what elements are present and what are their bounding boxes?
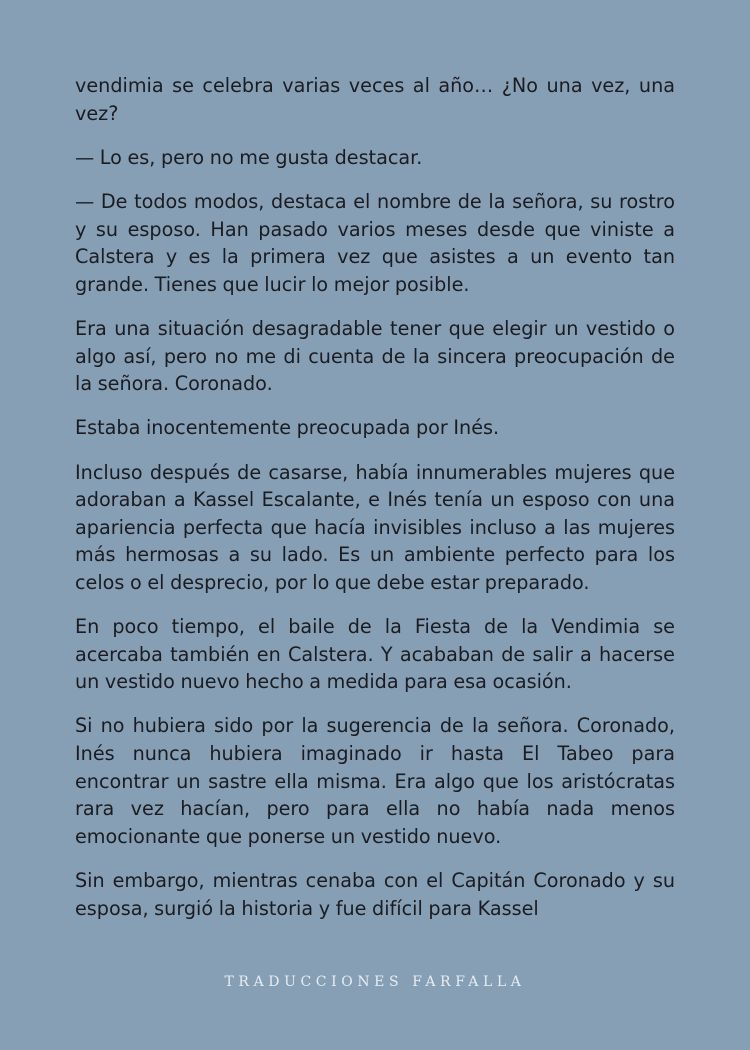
paragraph-1: vendimia se celebra varias veces al año… ¿No una vez, una vez? (75, 74, 675, 125)
paragraph-8: Si no hubiera sido por la sugerencia de la señora. Coronado, Inés nunca hubiera imaginado ir hasta El Tabeo para encontrar un sastre ella misma. Era algo que los aristócratas rara vez hacían, pero para ella no había nada menos emocionante que ponerse un vestido nuevo. (75, 714, 675, 848)
paragraph-6: Incluso después de casarse, había innumerables mujeres que adoraban a Kassel Escalante, e Inés tenía un esposo con una apariencia perfecta que hacía invisibles incluso a las mujeres más hermosas a su lado. Es un ambiente perfecto para los celos o el desprecio, por lo que debe estar preparado. (75, 460, 675, 594)
paragraph-3: — De todos modos, destaca el nombre de la señora, su rostro y su esposo. Han pasado varios meses desde que viniste a Calstera y es la primera vez que asistes a un evento tan grande. Tienes que lucir lo mejor posible. (75, 189, 675, 296)
page-footer: TRADUCCIONES FARFALLA (224, 974, 526, 990)
paragraph-4: Era una situación desagradable tener que elegir un vestido o algo así, pero no me di cuenta de la sincera preocupación de la señora. Coronado. (75, 316, 675, 396)
paragraph-7: En poco tiempo, el baile de la Fiesta de la Vendimia se acercaba también en Calstera. Y acababan de salir a hacerse un vestido nuevo hecho a medida para esa ocasión. (75, 615, 675, 694)
paragraph-2: — Lo es, pero no me gusta destacar. (75, 145, 423, 169)
paragraph-9: Sin embargo, mientras cenaba con el Capitán Coronado y su esposa, surgió la historia y fue difícil para Kassel (75, 869, 675, 920)
page-body (75, 72, 675, 939)
paragraph-5: Estaba inocentemente preocupada por Inés. (75, 416, 500, 440)
